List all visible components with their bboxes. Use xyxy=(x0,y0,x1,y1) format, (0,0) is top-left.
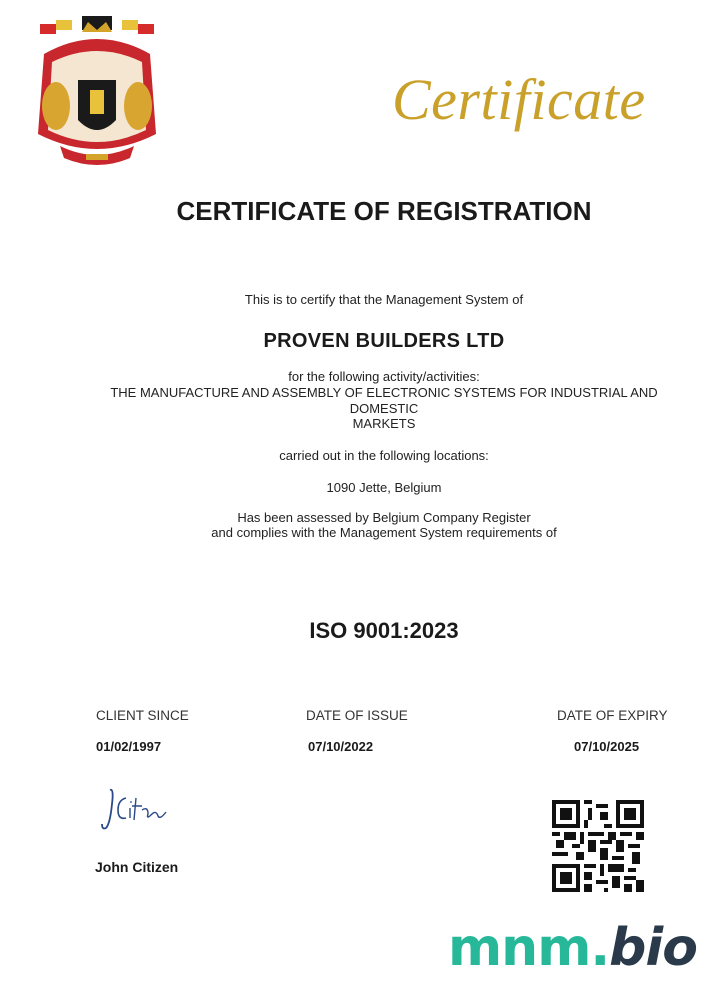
watermark-logo xyxy=(448,918,697,978)
assessment-statement xyxy=(0,510,720,540)
signer-name: John Citizen xyxy=(95,859,179,875)
document-title: CERTIFICATE OF REGISTRATION xyxy=(176,196,592,226)
date-of-expiry-label: DATE OF EXPIRY xyxy=(557,708,668,723)
qr-code-icon[interactable] xyxy=(552,800,644,892)
certificate-script-title: Certificate xyxy=(392,67,646,132)
activity-text: THE MANUFACTURE AND ASSEMBLY OF ELECTRONIC SYSTEMS FOR INDUSTRIAL AND DOMESTIC xyxy=(110,385,658,416)
company-name: PROVEN BUILDERS LTD xyxy=(263,330,505,352)
date-of-issue-label: DATE OF ISSUE xyxy=(306,708,408,723)
watermark-part-1: mnm. xyxy=(448,918,610,978)
assessment-line-1: Has been assessed by Belgium Company Register xyxy=(237,510,531,525)
assessment-line-2: and complies with the Management System requirements of xyxy=(211,525,557,540)
client-since-value: 01/02/1997 xyxy=(96,739,162,754)
location: 1090 Jette, Belgium xyxy=(326,480,442,495)
date-of-expiry-value: 07/10/2025 xyxy=(574,739,640,754)
watermark-part-2: bio xyxy=(609,918,697,978)
handwritten-signature xyxy=(96,784,186,840)
coat-of-arms-icon xyxy=(30,14,164,172)
standard-name: ISO 9001:2023 xyxy=(309,618,459,643)
locations-intro: carried out in the following locations: xyxy=(279,448,489,463)
certify-intro: This is to certify that the Management System of xyxy=(244,292,524,307)
date-of-issue-value: 07/10/2022 xyxy=(308,739,374,754)
activity-text-continued: MARKETS xyxy=(352,416,416,431)
client-since-label: CLIENT SINCE xyxy=(96,708,189,723)
activity-description xyxy=(0,385,720,432)
activity-intro: for the following activity/activities: xyxy=(288,369,480,384)
